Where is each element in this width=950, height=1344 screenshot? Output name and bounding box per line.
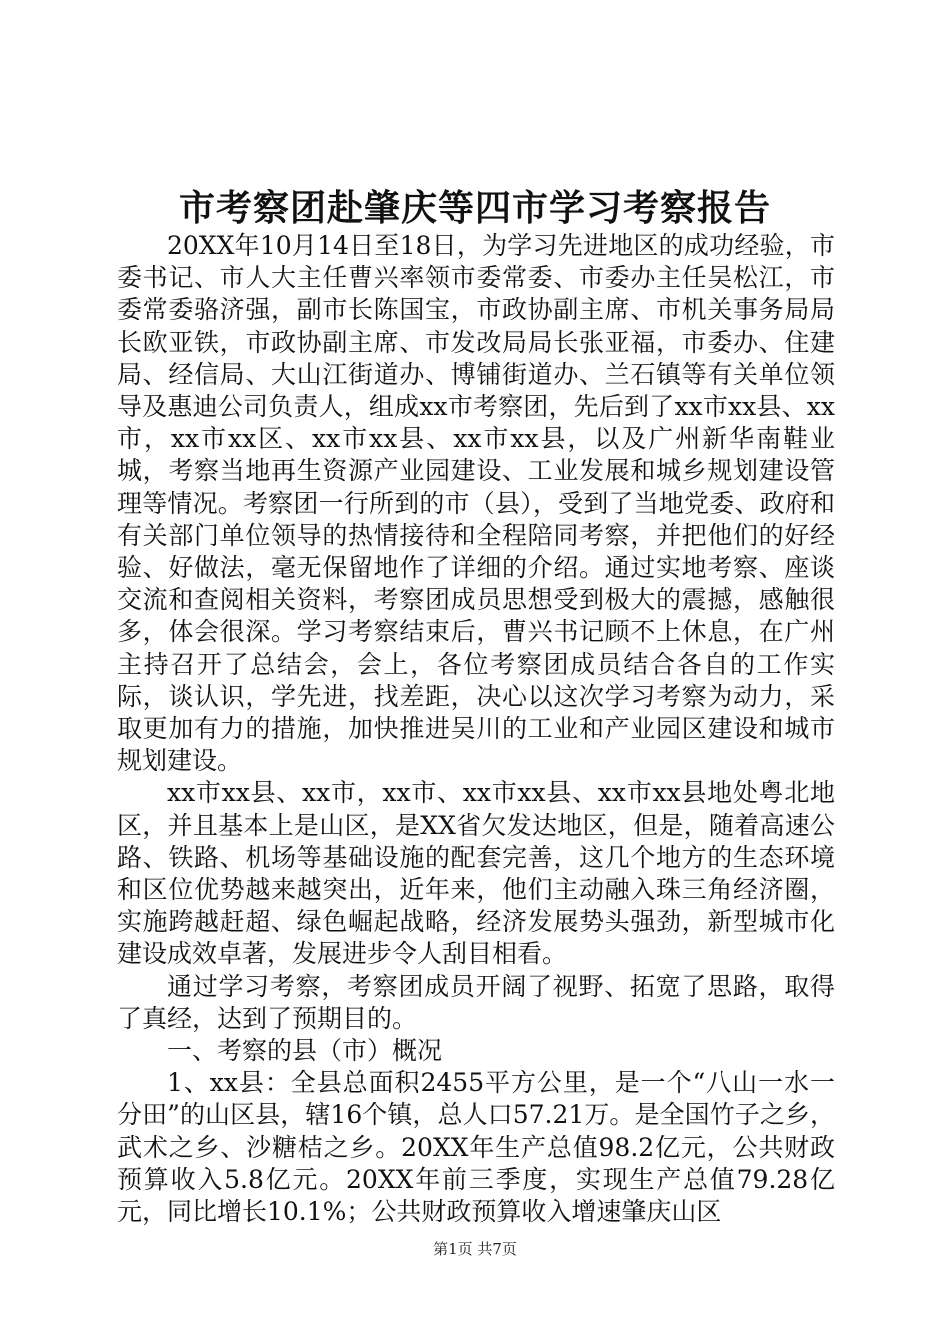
page-title: 市考察团赴肇庆等四市学习考察报告	[178, 187, 771, 229]
page-footer: 第1页 共7页	[433, 1240, 517, 1258]
document-body	[117, 230, 835, 1228]
paragraph-county-1: 1、xx县：全县总面积2455平方公里，是一个“八山一水一分田”的山区县，辖16个镇，总人口57.21万。是全国竹子之乡，武术之乡、沙糖桔之乡。20XX年生产总值98.2亿元，公共财政预算收入5.8亿元。20XX年前三季度，实现生产总值79.28亿元，同比增长10.1%；公共财政预算收入增速肇庆山区	[117, 1068, 835, 1227]
section-heading-overview: 一、考察的县（市）概况	[167, 1036, 443, 1066]
paragraph-intro: 20XX年10月14日至18日，为学习先进地区的成功经验，市委书记、市人大主任曹兴率领市委常委、市委办主任吴松江，市委常委骆济强，副市长陈国宝，市政协副主席、市机关事务局局长欧亚铁，市政协副主席、市发改局局长张亚福，市委办、住建局、经信局、大山江街道办、博铺街道办、兰石镇等有关单位领导及惠迪公司负责人，组成xx市考察团，先后到了xx市xx县、xx市，xx市xx区、xx市xx县、xx市xx县，以及广州新华南鞋业城，考察当地再生资源产业园建设、工业发展和城乡规划建设管理等情况。考察团一行所到的市（县），受到了当地党委、政府和有关部门单位领导的热情接待和全程陪同考察，并把他们的好经验、好做法，毫无保留地作了详细的介绍。通过实地考察、座谈交流和查阅相关资料，考察团成员思想受到极大的震撼，感触很多，体会很深。学习考察结束后，曹兴书记顾不上休息，在广州主持召开了总结会，会上，各位考察团成员结合各自的工作实际，谈认识，学先进，找差距，决心以这次学习考察为动力，采取更加有力的措施，加快推进吴川的工业和产业园区建设和城市规划建设。	[117, 231, 835, 776]
paragraph-region-overview: xx市xx县、xx市，xx市、xx市xx县、xx市xx县地处粤北地区，并且基本上是山区，是XX省欠发达地区，但是，随着高速公路、铁路、机场等基础设施的配套完善，这几个地方的生态环境和区位优势越来越突出，近年来，他们主动融入珠三角经济圈，实施跨越赶超、绿色崛起战略，经济发展势头强劲，新型城市化建设成效卓著，发展进步令人刮目相看。	[117, 778, 835, 969]
paragraph-outcome: 通过学习考察，考察团成员开阔了视野、拓宽了思路，取得了真经，达到了预期目的。	[117, 971, 835, 1033]
